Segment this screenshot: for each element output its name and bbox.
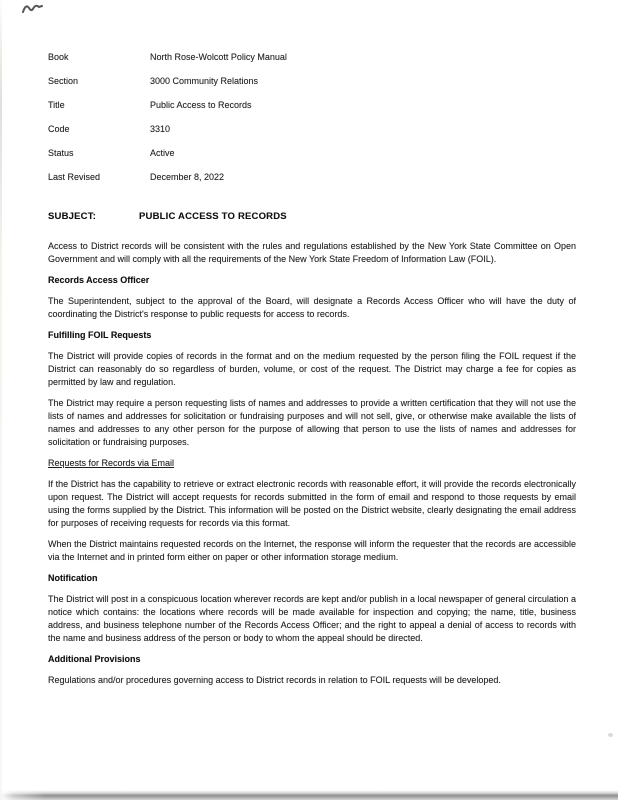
policy-body: [48, 240, 576, 695]
meta-row-status: [48, 148, 287, 159]
paragraph-records-on-internet: When the District maintains requested records on the Internet, the response will inform the requester that the records are accessible via the Internet and in printed form either on paper or other information storage medium.: [48, 539, 576, 562]
meta-row-title: [48, 100, 287, 111]
meta-row-book: [48, 52, 287, 63]
subject-title: PUBLIC ACCESS TO RECORDS: [139, 211, 287, 222]
meta-row-last-revised: [48, 172, 287, 183]
scan-speck: [608, 733, 613, 737]
meta-value: 3000 Community Relations: [150, 76, 259, 86]
meta-row-code: [48, 124, 287, 135]
meta-row-section: [48, 76, 287, 87]
heading-additional-provisions: Additional Provisions: [48, 654, 141, 664]
paragraph-electronic-records: If the District has the capability to retrieve or extract electronic records with reasonable effort, it will provide the records electronically upon request. The District will accept requests for records submitted in the form of email and respond to those requests by email using the forms supplied by the District. This information will be posted on the District website, clearly designating the email address for purposes of receiving requests for records via this format.: [48, 479, 576, 528]
scan-edge-left: [0, 0, 2, 800]
meta-label: Code: [48, 124, 70, 134]
paragraph-superintendent-designates: The Superintendent, subject to the approval of the Board, will designate a Records Access Officer who will have the duty of coordinating the District's response to public requests for access to records.: [48, 296, 576, 319]
subject-line: [48, 211, 287, 223]
scan-artifact-mark-icon: [22, 3, 44, 15]
paragraph-foil-consistency: Access to District records will be consistent with the rules and regulations established by the New York State Committee on Open Government and will comply with all the requirements of the New York State Freedom of Information Law (FOIL).: [48, 241, 576, 264]
meta-label: Last Revised: [48, 172, 101, 182]
heading-notification: Notification: [48, 573, 98, 583]
paragraph-regulations-developed: Regulations and/or procedures governing access to District records in relation to FOIL requests will be developed.: [48, 675, 501, 685]
heading-requests-via-email: Requests for Records via Email: [48, 458, 175, 468]
meta-value: 3310: [150, 124, 171, 134]
meta-value: December 8, 2022: [150, 172, 225, 182]
meta-label: Status: [48, 148, 74, 158]
paragraph-copies-format-medium: The District will provide copies of records in the format and on the medium requested by the person filing the FOIL request if the District can reasonably do so regardless of burden, volume, or cost of the request. The District may charge a fee for copies as permitted by law and regulation.: [48, 351, 576, 387]
subject-label: SUBJECT:: [48, 211, 97, 222]
policy-meta-table: [48, 52, 287, 183]
meta-value: Active: [150, 148, 175, 158]
meta-label: Book: [48, 52, 69, 62]
heading-records-access-officer: Records Access Officer: [48, 275, 150, 285]
meta-label: Section: [48, 76, 79, 86]
scan-edge-bottom: [0, 790, 618, 800]
meta-label: Title: [48, 100, 65, 110]
meta-value: Public Access to Records: [150, 100, 252, 110]
heading-fulfilling-foil-requests: Fulfilling FOIL Requests: [48, 330, 152, 340]
paragraph-conspicuous-notice: The District will post in a conspicuous location wherever records are kept and/or publish in a local newspaper of general circulation a notice which contains: the locations where records will be made available for inspection and copying; the name, title, business address, and business telephone number of the Records Access Officer; and the right to appeal a denial of access to records with the name and business address of the person or body to whom the appeal should be directed.: [48, 594, 576, 643]
meta-value: North Rose-Wolcott Policy Manual: [150, 52, 287, 62]
paragraph-lists-certification: The District may require a person requesting lists of names and addresses to provide a written certification that they will not use the lists of names and addresses for solicitation or fundraising purposes and will not sell, give, or otherwise make available the lists of names and addresses to any other person for the purpose of allowing that person to use the lists of names and addresses for solicitation or fundraising purposes.: [48, 398, 576, 447]
